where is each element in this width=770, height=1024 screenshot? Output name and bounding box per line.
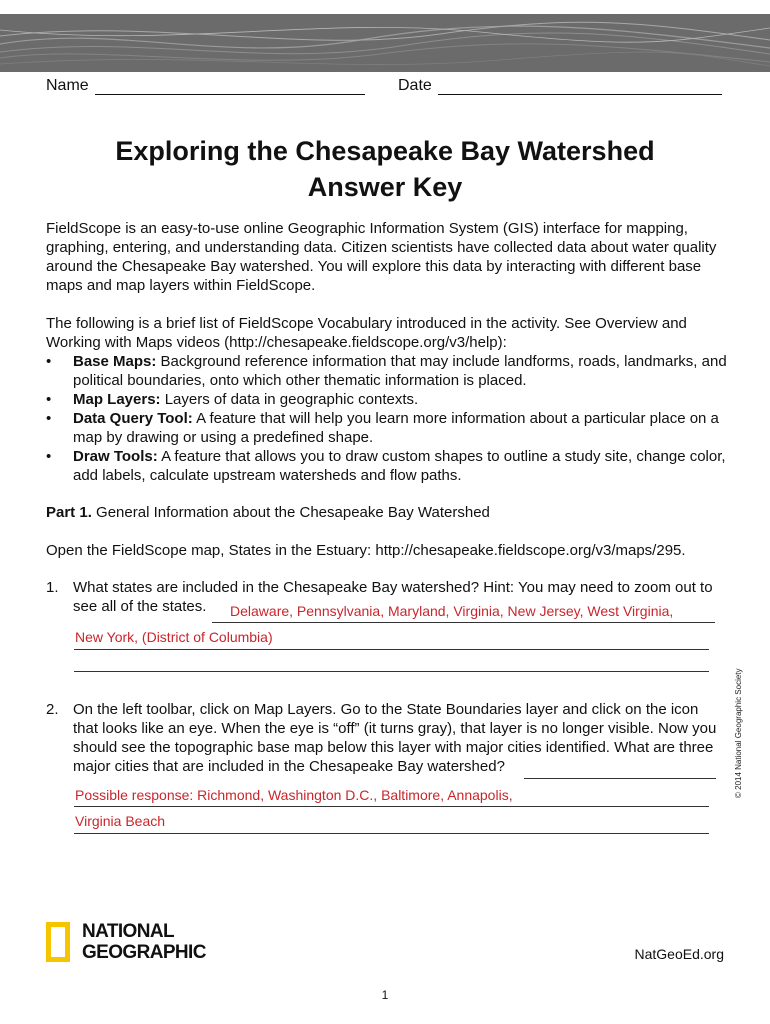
answer-line[interactable] xyxy=(74,813,709,834)
vocab-definition: Background reference information that may include landforms, roads, landmarks, and political boundaries, onto which other thematic information is placed. xyxy=(73,353,727,389)
page-number: 1 xyxy=(381,988,389,1002)
vocab-term: Base Maps: xyxy=(73,353,157,370)
vocab-definition: Layers of data in geographic contexts. xyxy=(164,391,419,408)
answer-text: Virginia Beach xyxy=(75,813,166,829)
list-item xyxy=(46,390,736,409)
part1-text: General Information about the Chesapeake Bay Watershed xyxy=(96,504,490,521)
question-text-line: On the left toolbar, click on Map Layers. Go to the State Boundaries layer and click on the icon xyxy=(73,701,699,718)
site-url: NatGeoEd.org xyxy=(634,946,724,962)
vocab-term: Map Layers: xyxy=(73,391,161,408)
header-banner xyxy=(0,14,770,72)
question-text-line: should see the topographic base map below this layer with major cities identified. What are three xyxy=(73,739,714,756)
copyright-notice: © 2014 National Geographic Society xyxy=(734,668,743,798)
name-field[interactable] xyxy=(46,76,365,95)
date-line[interactable] xyxy=(438,76,722,95)
logo-line: NATIONAL xyxy=(82,921,174,942)
vocab-list xyxy=(46,352,736,485)
date-label: Date xyxy=(398,77,432,94)
vocab-term: Draw Tools: xyxy=(73,448,158,465)
logo-line: GEOGRAPHIC xyxy=(82,942,206,963)
page-subtitle: Answer Key xyxy=(307,172,463,202)
question-text-line: What states are included in the Chesapeake Bay watershed? Hint: You may need to zoom out to xyxy=(73,579,713,596)
wave-pattern xyxy=(0,14,770,72)
bullet-icon: • xyxy=(46,353,52,370)
name-line[interactable] xyxy=(95,76,365,95)
name-label: Name xyxy=(46,77,89,94)
open-map-instruction: Open the FieldScope map, States in the Estuary: http://chesapeake.fieldscope.org/v3/maps/295. xyxy=(46,542,686,559)
question-text-line: that looks like an eye. When the eye is “off” (it turns gray), that layer is no longer visible. Now you xyxy=(73,720,717,737)
question-text-line: major cities that are included in the Chesapeake Bay watershed? xyxy=(73,758,505,775)
vocab-intro: The following is a brief list of FieldScope Vocabulary introduced in the activity. See Overview and Working with Maps videos (http://chesapeake.fieldscope.org/v3/help): xyxy=(46,315,687,351)
answer-line[interactable] xyxy=(74,651,709,672)
name-date-row xyxy=(46,76,736,98)
answer-text: Possible response: Richmond, Washington D.C., Baltimore, Annapolis, xyxy=(75,787,513,803)
logo-wordmark xyxy=(82,921,206,963)
list-item xyxy=(46,352,736,390)
part1-heading xyxy=(46,503,736,522)
date-field[interactable] xyxy=(398,76,722,95)
natgeo-logo xyxy=(46,918,206,966)
vocab-definition: A feature that will help you learn more information about a particular place on a map by drawing or using a predefined shape. xyxy=(73,410,719,446)
question-number: 2. xyxy=(46,701,59,718)
bullet-icon: • xyxy=(46,410,52,427)
part1-label: Part 1. xyxy=(46,504,92,521)
list-item xyxy=(46,409,736,447)
question-text-line: see all of the states. xyxy=(73,598,207,615)
answer-text: Delaware, Pennsylvania, Maryland, Virginia, New Jersey, West Virginia, xyxy=(230,603,674,619)
intro-paragraph: FieldScope is an easy-to-use online Geographic Information System (GIS) interface for mapping, graphing, entering, and understanding data. Citizen scientists have collected data about water quality around the Chesapeake Bay watershed. You will explore this data by interacting with different base maps and map layers within FieldScope. xyxy=(46,220,717,294)
bullet-icon: • xyxy=(46,448,52,465)
bullet-icon: • xyxy=(46,391,52,408)
question-number: 1. xyxy=(46,579,59,596)
vocab-term: Data Query Tool: xyxy=(73,410,193,427)
answer-line[interactable] xyxy=(524,758,716,779)
vocab-definition: A feature that allows you to draw custom shapes to outline a study site, change color, add labels, calculate upstream watersheds and flow paths. xyxy=(73,448,726,484)
page-title: Exploring the Chesapeake Bay Watershed xyxy=(115,136,655,166)
list-item xyxy=(46,447,736,485)
yellow-frame-icon xyxy=(46,922,70,962)
answer-text: New York, (District of Columbia) xyxy=(75,629,273,645)
